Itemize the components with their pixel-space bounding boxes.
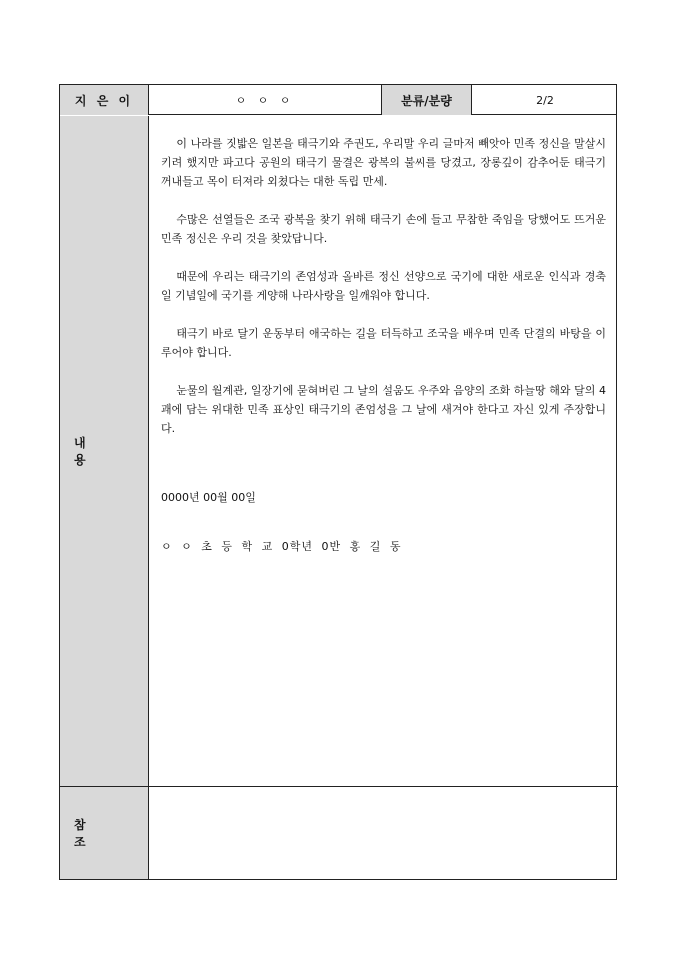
paragraph: 때문에 우리는 태극기의 존엄성과 올바른 정신 선양으로 국기에 대한 새로운 인식과 경축일 기념일에 국기를 게양해 나라사랑을 일깨워야 합니다. [161, 270, 606, 302]
author-value: ㅇ ㅇ ㅇ [149, 85, 382, 115]
content-label: 내 용 [60, 116, 149, 787]
author-label: 지 은 이 [60, 85, 149, 115]
paragraph: 태극기 바로 달기 운동부터 애국하는 길을 터득하고 조국을 배우며 민족 단결의 바탕을 이루어야 합니다. [161, 327, 606, 359]
paragraph: 눈물의 월계관, 일장기에 묻혀버린 그 날의 설움도 우주와 음양의 조화 하늘땅 해와 달의 4괘에 담는 위대한 민족 표상인 태극기의 존엄성을 그 날에 새겨야 한다고 자신 있게 주장합니다. [161, 384, 606, 435]
content-body [149, 116, 618, 787]
paragraph: 수많은 선열들은 조국 광복을 찾기 위해 태극기 손에 들고 무참한 죽임을 당했어도 뜨거운 민족 정신은 우리 것을 찾았답니다. [161, 213, 606, 245]
header-row [60, 85, 616, 115]
reference-value [149, 787, 618, 879]
category-label: 분류/분량 [382, 85, 472, 115]
date-text: 0000년 00월 00일 [161, 491, 256, 504]
signature-text: ㅇ ㅇ 초 등 학 교 0학년 0반 홍 길 동 [161, 540, 402, 553]
paragraph: 이 나라를 짓밟은 일본을 태극기와 주권도, 우리말 우리 글마저 빼앗아 민족 정신을 말살시키려 했지만 파고다 공원의 태극기 물결은 광복의 불씨를 당겼고, 장롱깊이 감추어둔 태극기 꺼내들고 목이 터져라 외쳤다는 대한 독립 만세. [161, 137, 606, 188]
pages-value: 2/2 [536, 93, 554, 107]
document-form [59, 84, 617, 880]
reference-label: 참 조 [60, 787, 149, 879]
